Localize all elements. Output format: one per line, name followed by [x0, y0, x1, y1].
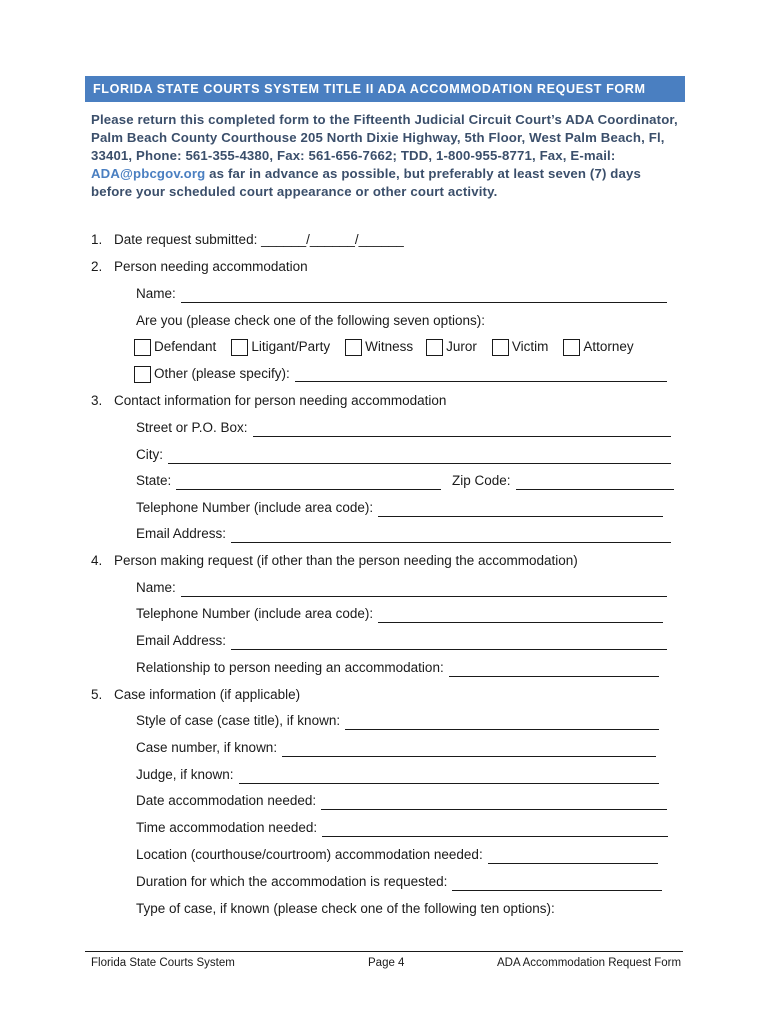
checkbox[interactable]: [563, 339, 580, 356]
email-link[interactable]: ADA@pbcgov.org: [91, 166, 206, 181]
option-label: Litigant/Party: [251, 339, 331, 354]
judge-input[interactable]: [239, 770, 659, 784]
date-submitted-field[interactable]: Date request submitted: ______/______/______: [114, 232, 404, 247]
option-victim[interactable]: [492, 338, 549, 356]
role-question: Are you (please check one of the following seven options):: [136, 313, 485, 328]
option-label: Victim: [511, 339, 549, 354]
city-row: [136, 446, 671, 464]
footer-divider: [85, 951, 683, 952]
option-attorney[interactable]: [563, 338, 633, 356]
contact-phone-row: [136, 499, 663, 517]
judge-label: Judge, if known:: [136, 767, 234, 782]
date-needed-label: Date accommodation needed:: [136, 793, 317, 808]
form-title-bar: [85, 76, 685, 102]
checkbox[interactable]: [231, 339, 248, 356]
relationship-label: Relationship to person needing an accommodation:: [136, 660, 444, 675]
contact-email-row: [136, 525, 671, 543]
email-label: Email Address:: [136, 526, 227, 541]
form-title: FLORIDA STATE COURTS SYSTEM TITLE II ADA ACCOMMODATION REQUEST FORM: [93, 82, 646, 96]
location-input[interactable]: [488, 850, 658, 864]
person-name-row: [136, 285, 667, 303]
checkbox[interactable]: [426, 339, 443, 356]
judge-row: [136, 766, 659, 784]
email-label: Email Address:: [136, 633, 227, 648]
option-label: Witness: [365, 339, 414, 354]
zip-row: [452, 472, 674, 490]
footer-right: ADA Accommodation Request Form: [497, 957, 682, 969]
name-label: Name:: [136, 580, 176, 595]
contact-email-input[interactable]: [231, 529, 671, 543]
duration-input[interactable]: [452, 877, 662, 891]
other-specify-input[interactable]: [295, 367, 667, 382]
option-juror[interactable]: [426, 338, 477, 356]
case-number-input[interactable]: [282, 743, 656, 757]
requester-email-input[interactable]: [231, 636, 667, 650]
option-label: Defendant: [154, 339, 217, 354]
city-label: City:: [136, 447, 163, 462]
page-number: Page 4: [368, 957, 405, 969]
option-defendant[interactable]: [134, 338, 216, 356]
checkbox[interactable]: [345, 339, 362, 356]
section-person-needing: Person needing accommodation: [114, 259, 308, 274]
date-needed-row: [136, 792, 667, 810]
requester-phone-row: [136, 605, 663, 623]
duration-label: Duration for which the accommodation is requested:: [136, 874, 448, 889]
duration-row: [136, 873, 662, 891]
requester-name-row: [136, 579, 667, 597]
street-row: [136, 419, 671, 437]
case-style-label: Style of case (case title), if known:: [136, 713, 341, 728]
state-row: [136, 472, 441, 490]
person-name-input[interactable]: [181, 289, 667, 303]
item-number-5: 5.: [91, 687, 103, 702]
item-number-2: 2.: [91, 259, 103, 274]
case-number-row: [136, 739, 656, 757]
name-label: Name:: [136, 286, 176, 301]
state-input[interactable]: [176, 476, 441, 490]
relationship-row: [136, 659, 659, 677]
case-number-label: Case number, if known:: [136, 740, 278, 755]
time-needed-row: [136, 819, 668, 837]
city-input[interactable]: [168, 450, 671, 464]
option-label: Juror: [446, 339, 477, 354]
time-needed-label: Time accommodation needed:: [136, 820, 318, 835]
other-label: Other (please specify):: [154, 366, 290, 381]
role-options: [134, 338, 634, 356]
state-label: State:: [136, 473, 172, 488]
checkbox[interactable]: [492, 339, 509, 356]
item-number-4: 4.: [91, 553, 103, 568]
street-label: Street or P.O. Box:: [136, 420, 248, 435]
zip-input[interactable]: [516, 476, 674, 490]
checkbox[interactable]: [134, 339, 151, 356]
instructions-paragraph: [91, 111, 681, 201]
time-needed-input[interactable]: [322, 823, 668, 837]
location-row: [136, 846, 658, 864]
checkbox-other[interactable]: [134, 366, 151, 383]
option-witness[interactable]: [345, 338, 413, 356]
item-number-3: 3.: [91, 393, 103, 408]
requester-email-row: [136, 632, 667, 650]
relationship-input[interactable]: [449, 663, 659, 677]
section-contact-info: Contact information for person needing accommodation: [114, 393, 447, 408]
case-style-input[interactable]: [345, 716, 659, 730]
date-needed-input[interactable]: [321, 796, 667, 810]
zip-label: Zip Code:: [452, 473, 511, 488]
phone-label: Telephone Number (include area code):: [136, 606, 374, 621]
option-litigant[interactable]: [231, 338, 330, 356]
case-type-question: Type of case, if known (please check one of the following ten options):: [136, 901, 555, 916]
requester-phone-input[interactable]: [378, 609, 663, 623]
phone-label: Telephone Number (include area code):: [136, 500, 374, 515]
instructions-text: Please return this completed form to the Fifteenth Judicial Circuit Court’s ADA Coordinator, Palm Beach County Courthouse 205 North Dixie Highway, 5th Floor, West Palm Beach, Fl, 33401, Phone: 561-355-4380, Fax: 561-656-7662; TDD, 1-800-955-8771, Fax, E-mail:: [91, 112, 678, 163]
case-style-row: [136, 712, 659, 730]
requester-name-input[interactable]: [181, 583, 667, 597]
option-label: Attorney: [583, 339, 634, 354]
option-other-row: [134, 365, 667, 383]
street-input[interactable]: [253, 423, 671, 437]
location-label: Location (courthouse/courtroom) accommodation needed:: [136, 847, 483, 862]
instructions-text-end: as far in advance as possible, but preferably at least seven (7) days before your scheduled court appearance or other court activity.: [91, 166, 641, 199]
footer-left: Florida State Courts System: [91, 957, 235, 969]
section-requester: Person making request (if other than the person needing the accommodation): [114, 553, 578, 568]
contact-phone-input[interactable]: [378, 503, 663, 517]
item-number-1: 1.: [91, 232, 103, 247]
section-case-info: Case information (if applicable): [114, 687, 301, 702]
